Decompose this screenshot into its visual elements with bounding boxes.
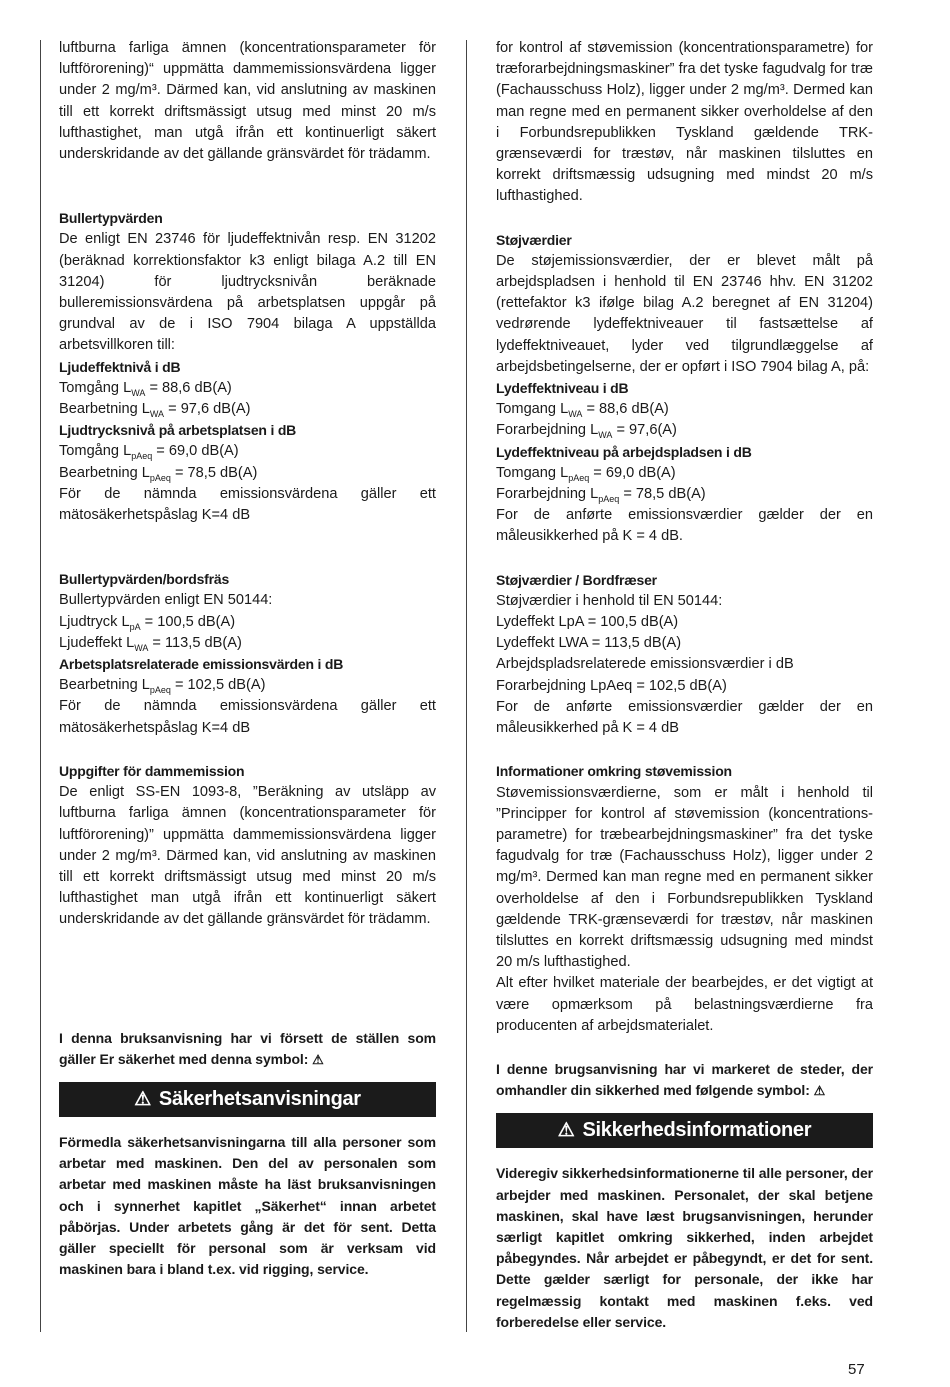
warning-icon: ⚠ xyxy=(557,1120,575,1142)
dust-continuation-paragraph: for kontrol af støvemission (koncentrationsparametre) for træforarbejdningsmaskiner” fra det tyske fagudvalg for træ (Fachausschuss Holz), ligger under 2 mg/m³. Dermed kan man regne med en permanent sikker overholdelse af den i Forbundsrepublikken Tyskland gældende TRK-grænseværdi for træstøv, når maskinen tilsluttes en korrekt driftsmæssig udsugning med mindst 20 m/s lufthastighed. xyxy=(496,40,873,205)
noise-heading: Støjværdier xyxy=(496,231,572,248)
swedish-column xyxy=(59,38,436,1280)
dust-heading: Uppgifter för dammemission xyxy=(59,762,245,779)
noise-heading: Bullertypvärden xyxy=(59,210,163,227)
noise-paragraph: De enligt EN 23746 för ljudeffektnivån resp. EN 31202 (beräknad korrektionsfaktor k3 enligt bilaga A.2 till EN 31204) för ljudtrycksnivån beräknade bulleremissionsvärdena på arbetsplatsen uppgår på grundval av de i ISO 7904 bilaga A uppställda arbetsvillkoren till: xyxy=(59,231,436,354)
table-router-heading: Bullertypvärden/bordsfräs xyxy=(59,571,230,588)
sound-power-heading: Ljudeffektnivå i dB xyxy=(59,358,181,375)
warning-icon: ⚠ xyxy=(312,1051,324,1067)
table-router-pressure: Lydeffekt LpA = 100,5 dB(A) xyxy=(496,614,679,631)
danish-column xyxy=(496,38,873,1333)
workstation-value: Bearbetning $L_{pAeq} = 102,5$ dB(A) xyxy=(59,677,266,696)
uncertainty-note: For de anførte emissionsværdier gælder der en måleusikkerhed på K = 4 dB. xyxy=(496,507,873,545)
sound-power-idle: Tomgång $L_{WA} = 88,6$ dB(A) xyxy=(59,379,232,398)
table-router-intro: Bullertypvärden enligt EN 50144: xyxy=(59,592,273,609)
sound-pressure-heading: Lydeffektniveau på arbejdspladsen i dB xyxy=(496,443,752,460)
safety-banner: ⚠ Säkerhetsanvisningar xyxy=(59,1082,436,1117)
table-router-power: Lydeffekt LWA = 113,5 dB(A) xyxy=(496,635,682,652)
table-uncertainty-note: For de anførte emissionsværdier gælder der en måleusikkerhed på K = 4 dB xyxy=(496,698,873,737)
dust-paragraph-2: Alt efter hvilket materiale der bearbejdes, er det vigtigt at være opmærksom på belastningsværdierne fra producenten af arbejdsmaterialet. xyxy=(496,975,873,1034)
warning-icon: ⚠ xyxy=(134,1088,151,1110)
workstation-value: Forarbejdning LpAeq = 102,5 dB(A) xyxy=(496,677,727,694)
symbol-note: I denne brugsanvisning har vi markeret de steder, der omhandler din sikkerhed med følgende symbol: ⚠ xyxy=(496,1060,873,1099)
dust-paragraph: De enligt SS-EN 1093-8, ”Beräkning av utsläpp av luftburna farliga ämnen (koncentrationsparameter för luftförorening)” uppmätta dammemissionsvärdena ligger under 2 mg/m³. Därmed kan, vid anslutning av maskinen till ett korrekt driftsmässigt utsug med minst 20 m/s lufthastighet man utgå ifrån ett kontinuerligt säkert underskridande av det gällande gränsvärdet för trädamm. xyxy=(59,784,436,928)
sound-pressure-heading: Ljudtrycksnivå på arbetsplatsen i dB xyxy=(59,422,297,439)
workstation-heading-plain: Arbejdspladsrelaterede emissionsværdier i dB xyxy=(496,656,794,673)
uncertainty-note: För de nämnda emissionsvärdena gäller ett mätosäkerhetspåslag K=4 dB xyxy=(59,485,436,524)
workstation-heading: Arbetsplatsrelaterade emissionsvärden i dB xyxy=(59,656,344,673)
table-router-heading: Støjværdier / Bordfræser xyxy=(496,571,657,588)
table-uncertainty-note: För de nämnda emissionsvärdena gäller ett mätosäkerhetspåslag K=4 dB xyxy=(59,698,436,736)
table-router-pressure: Ljudtryck $L_{pA} = 100,5$ dB(A) xyxy=(59,613,236,632)
column-divider-rule xyxy=(466,40,467,1332)
safety-intro: Förmedla säkerhetsanvisningarna till alla personer som arbetar med maskinen. Den del av personalen som arbetar med maskinen måste ha läst bruksanvisningen och i synnerhet kapitlet „Säkerhet“ innan arbetet påbörjas. Under arbetets gång är det för sent. Detta gäller speciellt för personal som är verksam vid maskinen bara i bland t.ex. vid rigging, service. xyxy=(59,1133,436,1278)
safety-intro: Videregiv sikkerhedsinformationerne til alle personer, der arbejder med maskinen. Personalet, der skal betjene maskinen, skal have læst brugsanvisningen, herunder særligt kapitlet omkring sikkerhed, inden arbejdet påbegyndes. Når arbejdet er påbegyndt, er det for sent. Dette gælder særligt for personale, der ikke har regelmæssig kontakt med maskinen f.eks. ved forberedelse eller service. xyxy=(496,1165,873,1330)
table-router-intro: Støjværdier i henhold til EN 50144: xyxy=(496,592,723,609)
sound-pressure-idle: Tomgång $L_{pAeq} = 69,0$ dB(A) xyxy=(59,443,239,462)
symbol-note: I denna bruksanvisning har vi försett de ställen som gäller Er säkerhet med denna symbol: ⚠ xyxy=(59,1029,436,1067)
sound-power-work: Bearbetning $L_{WA} = 97,6$ dB(A) xyxy=(59,401,251,420)
dust-continuation-paragraph: luftburna farliga ämnen (koncentrationsparameter för luftförorening)“ uppmätta dammemissionsvärdena ligger under 2 mg/m³. Därmed kan, vid anslutning av maskinen till ett korrekt driftsmässigt utsug med minst 20 m/s lufthastighet, man utgå ifrån ett kontinuerligt säkert underskridande av det gällande gränsvärdet för trädamm. xyxy=(59,40,436,163)
sound-power-work: Forarbejdning $L_{WA} = 97,6(A)$ xyxy=(496,422,677,441)
warning-icon: ⚠ xyxy=(813,1083,826,1099)
dust-paragraph: Støvemissionsværdierne, som er målt i henhold til ”Principper for kontrol af støvemission (koncentrations-parametre) for træbearbejdningsmaskiner” fra det tyske fagudvalg for træ (Fachausschuss Holz), ligger under 2 mg/m³. Dermed kan man regne med en permanent sikker overholdelse af den i Forbundsrepublikken Tyskland gældende TRK-grænseværdi for træstøv, når maskinen tilsluttes en korrekt driftsmæssig udsugning med mindst 20 m/s lufthastighed. xyxy=(496,784,873,971)
table-router-power: Ljudeffekt $L_{WA} = 113,5$ dB(A) xyxy=(59,634,242,653)
sound-pressure-work: Forarbejdning $L_{pAeq} = 78,5$ dB(A) xyxy=(496,486,706,505)
noise-paragraph: De støjemissionsværdier, der er blevet målt på arbejdspladsen i henhold til EN 23746 hhv. EN 31202 (rettefaktor k3 ifølge bilag A.2 beregnet af EN 31204) vedrørende lydeffektniveauer til fastsættelse af lydeffektniveauet, lyder ved tilgrundlæggelse af arbejdsbetingelserne, der er opført i ISO 7904 bilag A, på: xyxy=(496,252,873,375)
sound-pressure-work: Bearbetning $L_{pAeq} = 78,5$ dB(A) xyxy=(59,464,258,483)
page-number: 57 xyxy=(848,1361,865,1378)
safety-banner: ⚠ Sikkerhedsinformationer xyxy=(496,1113,873,1148)
sound-power-heading: Lydeffektniveau i dB xyxy=(496,380,629,397)
dust-heading: Informationer omkring støvemission xyxy=(496,763,732,780)
left-margin-rule xyxy=(40,40,41,1332)
sound-power-idle: Tomgang $L_{WA} = 88,6$ dB(A) xyxy=(496,401,669,420)
sound-pressure-idle: Tomgang $L_{pAeq} = 69,0$ dB(A) xyxy=(496,464,676,483)
